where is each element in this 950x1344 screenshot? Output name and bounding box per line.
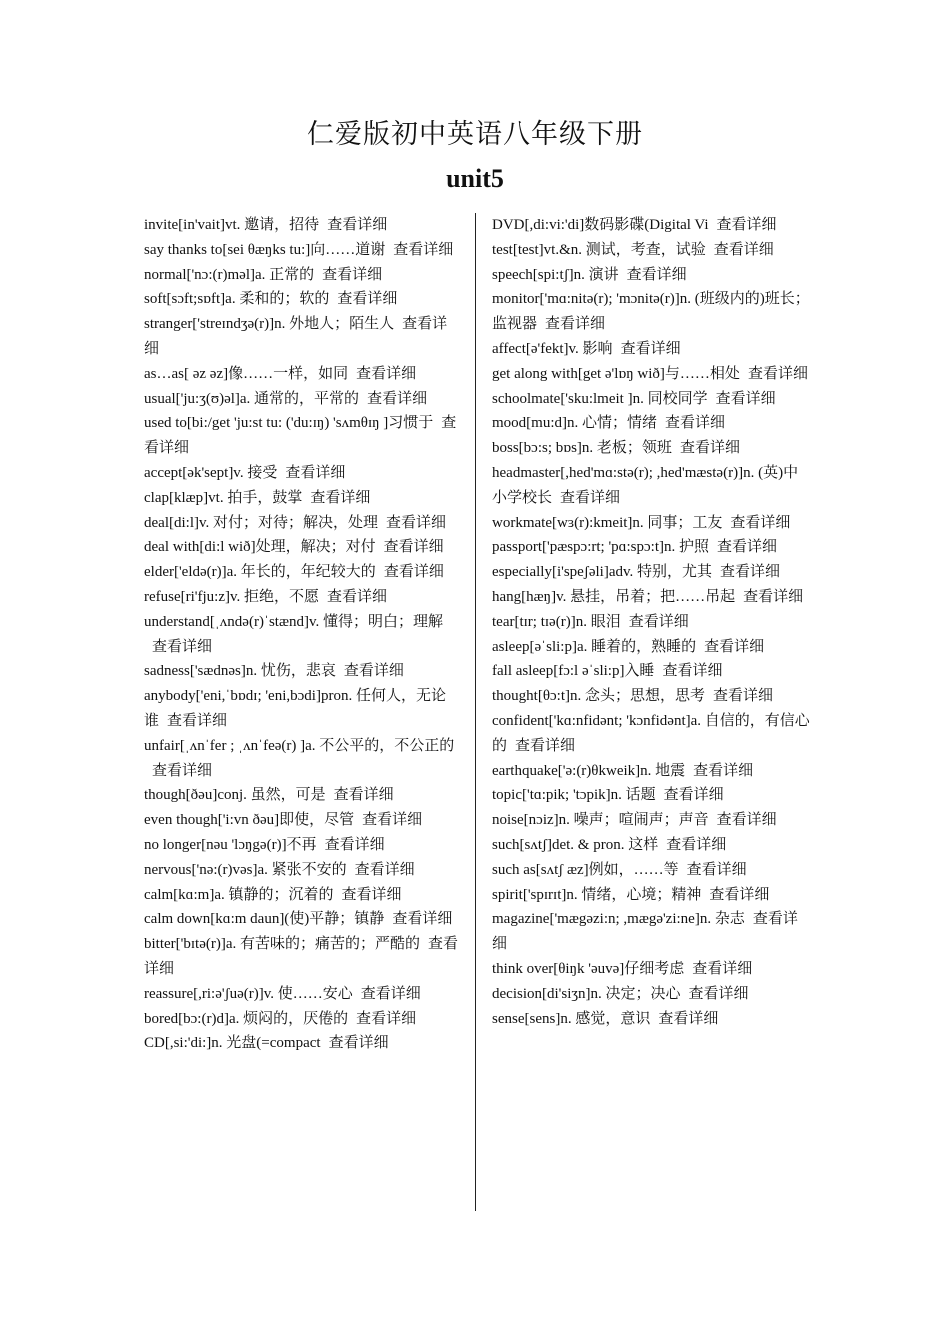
view-details-link[interactable]: 查看详细: [658, 1010, 719, 1027]
view-details-link[interactable]: 查看详细: [152, 638, 213, 655]
view-details-link[interactable]: 查看详细: [327, 217, 388, 233]
vocab-definition: asleep[əˈsli:p]a. 睡着的，熟睡的: [492, 638, 697, 655]
vocab-entry: [144, 461, 460, 486]
vocab-definition: noise[nɔiz]n. 噪声；喧闹声；声音: [492, 812, 709, 829]
view-details-link[interactable]: 查看详细: [310, 489, 371, 506]
vocab-definition: nervous['nə:(r)vəs]a. 紧张不安的: [144, 861, 347, 878]
view-details-link[interactable]: 查看详细: [716, 217, 777, 233]
view-details-link[interactable]: 查看详细: [367, 390, 428, 407]
vocab-entry: [144, 808, 460, 833]
vocab-definition: sadness['sædnəs]n. 忧伤，悲哀: [144, 663, 336, 680]
vocab-entry: [144, 213, 460, 238]
vocab-definition: decision[di'siʒn]n. 决定；决心: [492, 985, 681, 1002]
vocab-entry: [144, 362, 460, 387]
vocab-entry: [492, 684, 810, 709]
vocab-definition: tear[tɪr; tɪə(r)]n. 眼泪: [492, 613, 621, 630]
vocab-definition: spirit['spɪrɪt]n. 情绪，心境；精神: [492, 886, 702, 903]
vocab-entry: [492, 263, 810, 288]
vocab-entry: [144, 585, 460, 610]
vocab-entry: [492, 585, 810, 610]
vocab-definition: accept[ək'sept]v. 接受: [144, 464, 278, 481]
vocab-definition: magazine['mægəzi:n; ,mægə'zi:ne]n. 杂志: [492, 911, 745, 928]
view-details-link[interactable]: 查看详细: [663, 787, 724, 804]
view-details-link[interactable]: 查看详细: [327, 588, 388, 605]
vocab-entry: [144, 560, 460, 585]
vocab-definition: deal[di:l]v. 对付；对待；解决，处理: [144, 514, 379, 531]
vocab-entry: [492, 659, 810, 684]
vocab-definition: sense[sens]n. 感觉，意识: [492, 1010, 651, 1027]
vocab-entry: [144, 883, 460, 908]
view-details-link[interactable]: 查看详细: [620, 340, 681, 357]
vocab-entry: [144, 511, 460, 536]
vocab-entry: [492, 238, 810, 263]
vocab-entry: [492, 535, 810, 560]
unit-heading: unit5: [446, 164, 504, 193]
vocab-entry: [492, 610, 810, 635]
vocab-entry: [144, 783, 460, 808]
vocab-definition: schoolmate['sku:lmeit ]n. 同校同学: [492, 390, 708, 407]
vocab-definition: soft[sɔft;sɒft]a. 柔和的；软的: [144, 291, 330, 308]
view-details-link[interactable]: 查看详细: [393, 241, 454, 258]
vocab-entry: [144, 535, 460, 560]
vocab-definition: even though['i:vn ðəu]即使，尽管: [144, 812, 355, 829]
vocab-definition: bored[bɔ:(r)d]a. 烦闷的，厌倦的: [144, 1010, 349, 1027]
view-details-link[interactable]: 查看详细: [560, 489, 621, 506]
view-details-link[interactable]: 查看详细: [333, 787, 394, 804]
vocab-definition: topic['tɑ:pik; 'tɔpik]n. 话题: [492, 787, 656, 804]
vocab-entry: [492, 709, 810, 759]
vocab-entry: [492, 957, 810, 982]
vocab-entry: [492, 858, 810, 883]
vocab-entry: [144, 907, 460, 932]
vocab-definition: headmaster[,hed'mɑ:stə(r); ,hed'mæstə(r)]n. (英)中小学校长: [492, 464, 799, 506]
vocab-entry: [492, 511, 810, 536]
vocab-entry: [144, 932, 460, 982]
vocab-definition: stranger['streɪndʒə(r)]n. 外地人；陌生人: [144, 316, 395, 333]
view-details-link[interactable]: 查看详细: [686, 861, 747, 878]
vocab-entry: [492, 883, 810, 908]
vocab-definition: used to[bi:/get 'ju:st tu: ('du:ɪŋ) 'sʌmθɪŋ ]习惯于: [144, 415, 434, 432]
view-details-link[interactable]: 查看详细: [709, 886, 770, 903]
view-details-link[interactable]: 查看详细: [704, 638, 765, 655]
view-details-link[interactable]: 查看详细: [356, 1010, 417, 1027]
view-details-link[interactable]: 查看详细: [716, 812, 777, 829]
vocab-definition: workmate[wɜ(r):kmeit]n. 同事；工友: [492, 514, 723, 531]
view-details-link[interactable]: 查看详细: [692, 960, 753, 977]
column-divider: [475, 213, 476, 1211]
view-details-link[interactable]: 查看详细: [152, 762, 213, 779]
vocab-definition: calm[kɑ:m]a. 镇静的；沉着的: [144, 886, 334, 903]
vocab-entry: [492, 213, 810, 238]
view-details-link[interactable]: 查看详细: [386, 514, 447, 531]
view-details-link[interactable]: 查看详细: [743, 588, 804, 605]
vocab-entry: [492, 1007, 810, 1032]
vocab-entry: [144, 659, 460, 684]
vocab-definition: bitter['bɪtə(r)]a. 有苦味的；痛苦的；严酷的: [144, 936, 420, 953]
vocab-definition: though[ðəu]conj. 虽然，可是: [144, 787, 326, 804]
vocab-definition: refuse[ri'fju:z]v. 拒绝，不愿: [144, 588, 320, 605]
vocab-definition: say thanks to[sei θæŋks tu:]向……道谢: [144, 241, 386, 258]
vocab-entry: [492, 759, 810, 784]
view-details-link[interactable]: 查看详细: [343, 663, 404, 680]
vocab-definition: normal['nɔ:(r)məl]a. 正常的: [144, 266, 315, 283]
vocab-definition: monitor['mɑ:nitə(r); 'mɔnitə(r)]n. (班级内的)班长；监视器: [492, 291, 810, 333]
vocab-definition: usual['ju:ʒ(ʊ)əl]a. 通常的，平常的: [144, 390, 360, 407]
vocab-entry: [144, 312, 460, 362]
vocab-definition: test[test]vt.&n. 测试，考查，试验: [492, 241, 706, 258]
vocab-definition: anybody['eni,ˈbɒdɪ; 'eni,bɔdi]pron. 任何人，无论谁: [144, 688, 446, 729]
view-details-link[interactable]: 查看详细: [392, 911, 453, 928]
vocab-definition: passport['pæspɔ:rt; 'pɑ:spɔ:t]n. 护照: [492, 539, 709, 556]
view-details-link[interactable]: 查看详细: [383, 564, 444, 581]
view-details-link[interactable]: 查看详细: [730, 514, 791, 531]
vocab-entry: [492, 783, 810, 808]
view-details-link[interactable]: 查看详细: [713, 688, 774, 705]
vocab-definition: think over[θiŋk 'əuvə]仔细考虑: [492, 960, 685, 977]
view-details-link[interactable]: 查看详细: [167, 712, 228, 729]
view-details-link[interactable]: 查看详细: [383, 539, 444, 556]
vocab-entry: [144, 1007, 460, 1032]
vocab-entry: [492, 461, 810, 511]
view-details-link[interactable]: 查看详细: [747, 365, 808, 382]
vocab-definition: fall asleep[fɔ:l əˈsli:p]入睡: [492, 663, 655, 680]
view-details-link[interactable]: 查看详细: [337, 291, 398, 308]
view-details-link[interactable]: 查看详细: [688, 985, 749, 1002]
view-details-link[interactable]: 查看详细: [628, 613, 689, 630]
vocab-entry: [492, 362, 810, 387]
vocab-entry: [492, 833, 810, 858]
view-details-link[interactable]: 查看详细: [362, 812, 423, 829]
vocab-definition: mood[mu:d]n. 心情；情绪: [492, 415, 657, 432]
view-details-link[interactable]: 查看详细: [285, 464, 346, 481]
vocab-definition: unfair[ˌʌnˈfer ; ˌʌnˈfeə(r) ]a. 不公平的，不公正的: [144, 737, 455, 754]
view-details-link[interactable]: 查看详细: [144, 316, 448, 357]
vocab-definition: thought[θɔ:t]n. 念头；思想，思考: [492, 688, 706, 705]
vocab-entry: [492, 982, 810, 1007]
vocab-definition: affect[ə'fekt]v. 影响: [492, 340, 613, 357]
view-details-link[interactable]: 查看详细: [515, 737, 576, 754]
vocab-definition: clap[klæp]vt. 拍手，鼓掌: [144, 489, 303, 506]
left-vocab-column: [144, 213, 460, 1056]
vocab-definition: boss[bɔ:s; bɒs]n. 老板；领班: [492, 440, 672, 457]
view-details-link[interactable]: 查看详细: [144, 415, 457, 457]
vocab-entry: [144, 734, 460, 784]
vocab-definition: such as[sʌtʃ æz]例如，……等: [492, 861, 679, 878]
view-details-link[interactable]: 查看详细: [666, 836, 727, 853]
vocab-definition: understand[ˌʌndə(r)ˈstænd]v. 懂得；明白；理解: [144, 613, 443, 630]
vocab-definition: reassure[,ri:ə'ʃuə(r)]v. 使……安心: [144, 985, 353, 1002]
vocab-entry: [492, 808, 810, 833]
view-details-link[interactable]: 查看详细: [716, 539, 777, 556]
vocab-definition: invite[in'vait]vt. 邀请，招待: [144, 217, 320, 233]
page-title: 仁爱版初中英语八年级下册: [307, 119, 643, 150]
vocab-entry: [144, 238, 460, 263]
vocab-definition: confident['kɑ:nfidənt; 'kɔnfidənt]a. 自信的，有信心的: [492, 712, 810, 754]
vocab-definition: hang[hæŋ]v. 悬挂，吊着；把……吊起: [492, 588, 736, 605]
vocab-definition: elder['eldə(r)]a. 年长的，年纪较大的: [144, 564, 376, 581]
vocab-entry: [492, 907, 810, 957]
vocab-entry: [144, 982, 460, 1007]
view-details-link[interactable]: 查看详细: [360, 985, 421, 1002]
view-details-link[interactable]: 查看详细: [144, 936, 459, 977]
vocab-entry: [144, 263, 460, 288]
vocab-entry: [144, 833, 460, 858]
view-details-link[interactable]: 查看详细: [492, 911, 798, 953]
vocab-entry: [144, 387, 460, 412]
vocab-definition: as…as[ əz əz]像……一样，如同: [144, 365, 349, 382]
view-details-link[interactable]: 查看详细: [341, 886, 402, 903]
view-details-link[interactable]: 查看详细: [665, 415, 726, 432]
vocab-entry: [144, 287, 460, 312]
vocab-definition: speech[spi:tʃ]n. 演讲: [492, 266, 619, 283]
vocab-entry: [144, 486, 460, 511]
view-details-link[interactable]: 查看详细: [328, 1035, 389, 1052]
vocab-definition: CD[,si:'di:]n. 光盘(=compact: [144, 1035, 321, 1052]
vocab-definition: earthquake['ə:(r)θkweik]n. 地震: [492, 762, 686, 779]
vocab-definition: DVD[,di:vi:'di]数码影碟(Digital Vi: [492, 217, 709, 233]
vocab-entry: [144, 1031, 460, 1056]
view-details-link[interactable]: 查看详细: [715, 390, 776, 407]
view-details-link[interactable]: 查看详细: [713, 241, 774, 258]
vocab-entry: [144, 684, 460, 734]
view-details-link[interactable]: 查看详细: [324, 836, 385, 853]
right-vocab-column: [492, 213, 810, 1031]
view-details-link[interactable]: 查看详细: [693, 762, 754, 779]
view-details-link[interactable]: 查看详细: [356, 365, 417, 382]
view-details-link[interactable]: 查看详细: [322, 266, 383, 283]
vocab-entry: [492, 411, 810, 436]
vocab-definition: calm down[kɑ:m daun](使)平静；镇静: [144, 911, 385, 928]
vocab-definition: such[sʌtʃ]det. & pron. 这样: [492, 836, 659, 853]
vocab-definition: get along with[get ə'lɒŋ wið]与……相处: [492, 365, 740, 382]
vocab-entry: [492, 635, 810, 660]
vocab-definition: deal with[di:l wið]处理，解决；对付: [144, 539, 376, 556]
view-details-link[interactable]: 查看详细: [679, 440, 740, 457]
vocab-entry: [492, 337, 810, 362]
vocab-definition: especially[i'speʃəli]adv. 特别，尤其: [492, 564, 712, 581]
vocab-entry: [492, 387, 810, 412]
view-details-link[interactable]: 查看详细: [545, 316, 606, 333]
vocab-entry: [144, 610, 460, 660]
vocab-entry: [144, 858, 460, 883]
vocab-entry: [492, 436, 810, 461]
view-details-link[interactable]: 查看详细: [662, 663, 723, 680]
vocab-entry: [144, 411, 460, 461]
vocab-entry: [492, 287, 810, 337]
vocab-entry: [492, 560, 810, 585]
view-details-link[interactable]: 查看详细: [720, 564, 781, 581]
vocab-definition: no longer[nəu 'lɔŋgə(r)]不再: [144, 836, 317, 853]
view-details-link[interactable]: 查看详细: [626, 266, 687, 283]
view-details-link[interactable]: 查看详细: [354, 861, 415, 878]
